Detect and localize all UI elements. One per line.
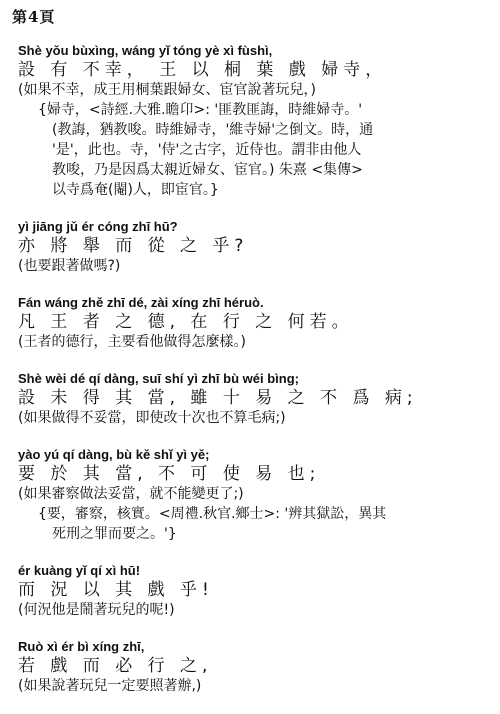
pinyin-line: Fán wáng zhě zhī dé, zài xíng zhī héruò. (18, 295, 264, 310)
pinyin-line: Shè wèi dé qí dàng, suī shí yì zhī bù wéi bìng; (18, 371, 299, 386)
passage-section (18, 42, 488, 200)
page-number: 第4頁 (12, 8, 56, 26)
pinyin-line: yì jiāng jǔ ér cóng zhī hū? (18, 219, 178, 234)
pinyin-line: ér kuàng yǐ qí xì hū! (18, 563, 141, 578)
passage-section (18, 446, 488, 544)
translation-line: (也要跟著做嗎?) (18, 258, 121, 274)
translation-line: (如果說著玩兒一定要照著辦,) (18, 678, 202, 694)
chinese-line: 若 戲 而 必 行 之, (18, 656, 213, 676)
note-line: 以寺爲奄(閹)人，即宦官。} (52, 182, 219, 198)
pinyin-line: Shè yǒu bùxìng, wáng yǐ tóng yè xì fùshì, (18, 43, 273, 58)
pinyin-line: Ruò xì ér bì xíng zhī, (18, 639, 145, 654)
chinese-line: 亦 將 舉 而 從 之 乎? (18, 236, 249, 256)
annotation-note (38, 504, 488, 544)
note-line: 教唆，乃是因爲太親近婦女、宦官。) 朱熹 <集傳> (52, 162, 363, 178)
note-line: (教誨，猶教唆。時維婦寺，'維寺婦'之倒文。時，通 (52, 122, 374, 138)
chinese-line: 設 未 得 其 當, 雖 十 易 之 不 爲 病; (18, 388, 418, 408)
text-body (18, 42, 488, 714)
passage-section (18, 218, 488, 276)
translation-line: (何況他是鬧著玩兒的呢!) (18, 602, 175, 618)
passage-section (18, 562, 488, 620)
translation-line: (王者的德行，主要看他做得怎麼樣。) (18, 334, 246, 350)
passage-section (18, 294, 488, 352)
pinyin-line: yào yú qí dàng, bù kě shǐ yì yě; (18, 447, 210, 462)
passage-section (18, 638, 488, 696)
passage-section (18, 370, 488, 428)
chinese-line: 要 於 其 當, 不 可 使 易 也; (18, 464, 321, 484)
translation-line: (如果不幸，成王用桐葉跟婦女、宦官說著玩兒，) (18, 82, 316, 98)
annotation-note (38, 100, 488, 200)
chinese-line: 凡 王 者 之 德, 在 行 之 何若。 (18, 312, 354, 332)
translation-line: (如果做得不妥當，即使改十次也不算毛病;) (18, 410, 286, 426)
note-line: '是'，此也。寺，'侍'之古字，近侍也。謂非由他人 (52, 142, 362, 158)
note-line: {婦寺，<詩經.大雅.瞻卬>: '匪教匪誨，時維婦寺。' (38, 102, 363, 118)
note-line: {要，審察，核實。<周禮.秋官.鄉士>: '辨其獄訟，異其 (38, 506, 387, 522)
note-line: 死刑之罪而要之。'} (52, 526, 177, 542)
translation-line: (如果審察做法妥當，就不能變更了;) (18, 486, 244, 502)
chinese-line: 而 況 以 其 戲 乎! (18, 580, 214, 600)
chinese-line: 設 有 不幸， 王 以 桐 葉 戲 婦寺， (18, 60, 388, 80)
